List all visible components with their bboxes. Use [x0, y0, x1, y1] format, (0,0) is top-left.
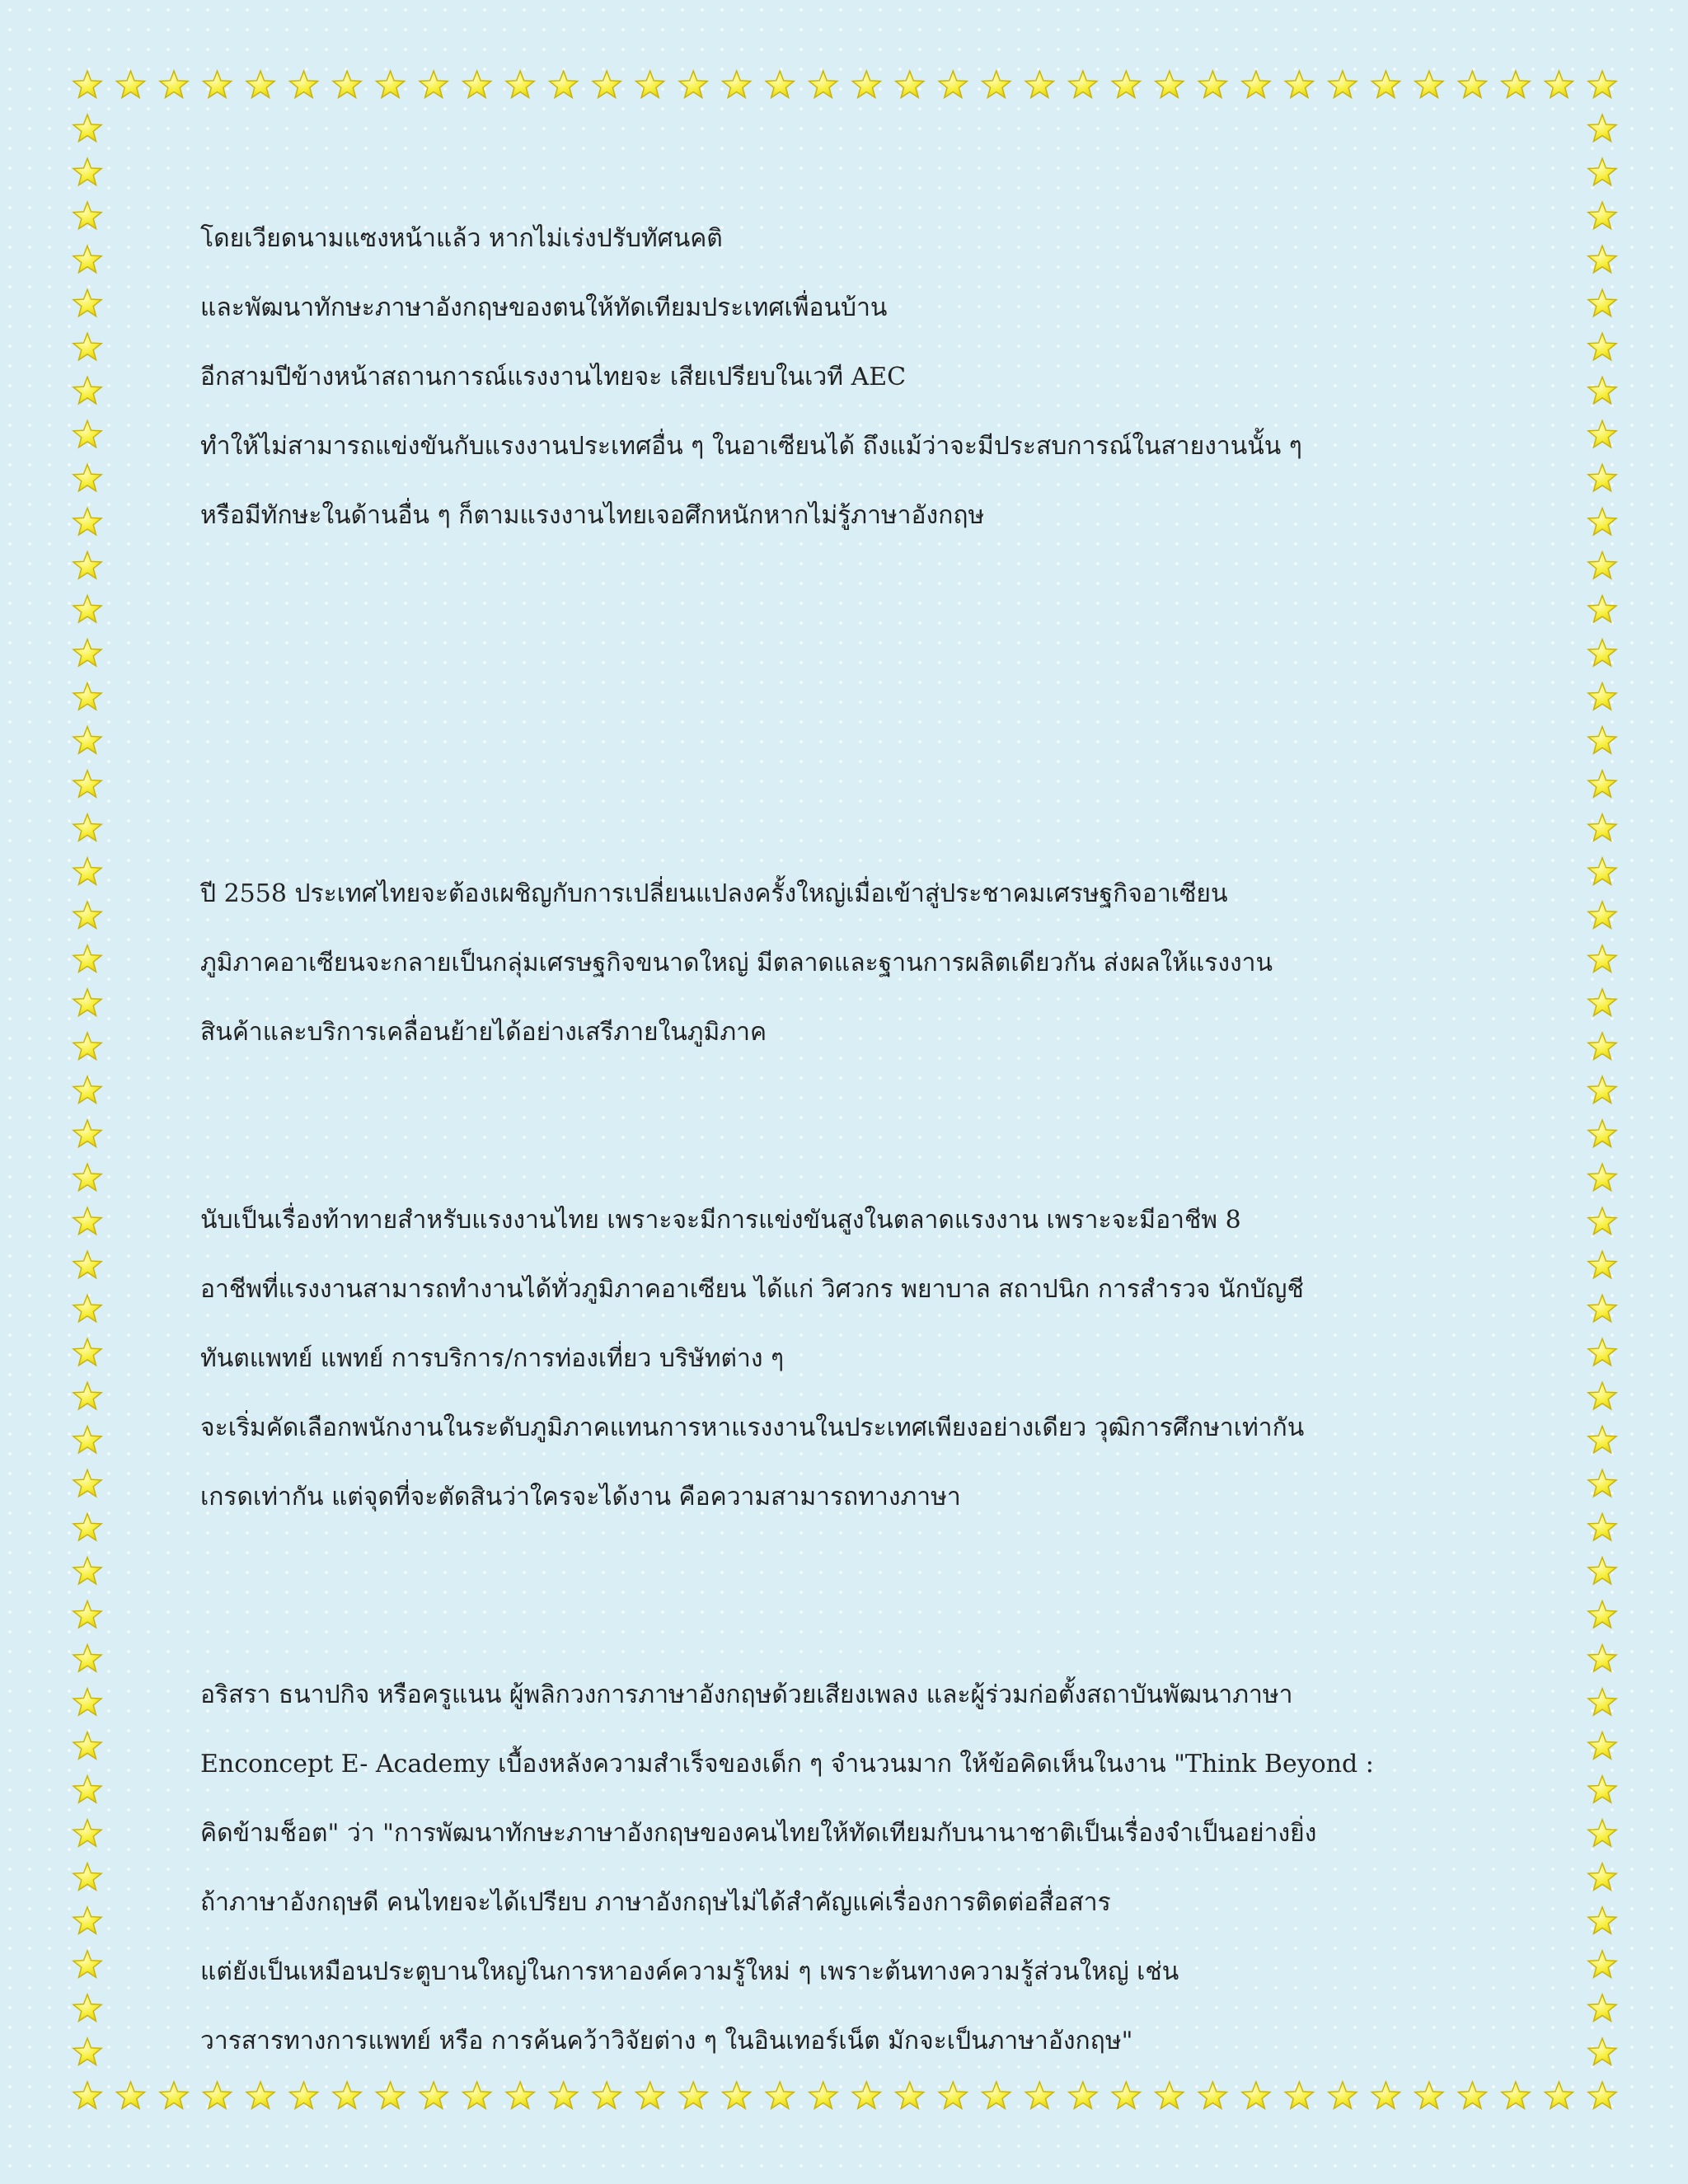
star-icon — [1588, 420, 1616, 448]
star-icon — [1588, 1776, 1616, 1803]
star-icon — [506, 71, 534, 98]
star-icon — [73, 420, 101, 448]
star-icon — [1588, 1295, 1616, 1322]
star-icon — [1588, 814, 1616, 841]
star-icon — [463, 2082, 491, 2109]
star-icon — [73, 1951, 101, 1978]
text-line: อาชีพที่แรงงานสามารถทำงานได้ทั่วภูมิภาคอาเซียน ได้แก่ วิศวกร พยาบาล สถาปนิก การสำรวจ นักบัญชี — [200, 1275, 1304, 1304]
star-icon — [73, 1557, 101, 1584]
star-icon — [1588, 377, 1616, 404]
star-icon — [982, 71, 1010, 98]
star-icon — [766, 71, 794, 98]
text-line: แต่ยังเป็นเหมือนประตูบานใหญ่ในการหาองค์ความรู้ใหม่ ๆ เพราะต้นทางความรู้ส่วนใหญ่ เช่น — [200, 1957, 1179, 1986]
paragraph-1 — [200, 204, 1302, 551]
star-icon — [896, 71, 924, 98]
star-icon — [1025, 71, 1053, 98]
star-icon — [160, 2082, 188, 2109]
star-icon — [1588, 1645, 1616, 1672]
text-line: วารสารทางการแพทย์ หรือ การค้นคว้าวิจัยต่าง ๆ ในอินเทอร์เน็ต มักจะเป็นภาษาอังกฤษ" — [200, 2027, 1133, 2055]
star-icon — [73, 1469, 101, 1497]
star-icon — [723, 2082, 751, 2109]
paragraph-3 — [200, 1186, 1304, 1532]
star-icon — [73, 2038, 101, 2065]
star-icon — [289, 71, 317, 98]
star-icon — [1588, 771, 1616, 798]
star-icon — [420, 2082, 448, 2109]
star-icon — [246, 2082, 274, 2109]
star-icon — [73, 1513, 101, 1540]
star-icon — [73, 1907, 101, 1934]
star-icon — [73, 1338, 101, 1366]
star-icon — [852, 71, 880, 98]
star-icon — [1588, 1076, 1616, 1104]
star-icon — [1588, 902, 1616, 929]
star-icon — [1588, 1863, 1616, 1891]
star-icon — [73, 202, 101, 229]
text-line: ปี 2558 ประเทศไทยจะต้องเผชิญกับการเปลี่ยนแปลงครั้งใหญ่เมื่อเข้าสู่ประชาคมเศรษฐกิจอาเซียน — [200, 879, 1228, 908]
star-icon — [593, 71, 621, 98]
star-icon — [73, 1207, 101, 1235]
star-icon — [73, 333, 101, 360]
star-icon — [73, 1863, 101, 1891]
star-icon — [593, 2082, 621, 2109]
star-icon — [73, 1382, 101, 1409]
star-icon — [1458, 2082, 1486, 2109]
star-icon — [73, 1732, 101, 1760]
star-icon — [1588, 1907, 1616, 1934]
star-icon — [1588, 464, 1616, 491]
star-icon — [766, 2082, 794, 2109]
star-icon — [73, 1820, 101, 1847]
star-icon — [289, 2082, 317, 2109]
star-icon — [1069, 2082, 1097, 2109]
star-icon — [73, 158, 101, 185]
star-icon — [1588, 1820, 1616, 1847]
text-line: และพัฒนาทักษะภาษาอังกฤษของตนให้ทัดเทียมประเทศเพื่อนบ้าน — [200, 293, 888, 322]
star-icon — [982, 2082, 1010, 2109]
star-icon — [1285, 2082, 1313, 2109]
star-icon — [73, 246, 101, 273]
star-icon — [160, 71, 188, 98]
star-icon — [1198, 71, 1226, 98]
star-icon — [73, 902, 101, 929]
star-icon — [550, 71, 578, 98]
star-icon — [809, 71, 837, 98]
star-icon — [73, 71, 101, 98]
star-icon — [1588, 1994, 1616, 2022]
text-line: ภูมิภาคอาเซียนจะกลายเป็นกลุ่มเศรษฐกิจขนาดใหญ่ มีตลาดและฐานการผลิตเดียวกัน ส่งผลให้แรงงาน — [200, 949, 1273, 977]
star-icon — [463, 71, 491, 98]
star-icon — [1112, 2082, 1140, 2109]
paragraph-4 — [200, 1661, 1374, 2076]
text-line: โดยเวียดนามแซงหน้าแล้ว หากไม่เร่งปรับทัศนคติ — [200, 224, 723, 253]
star-icon — [333, 2082, 361, 2109]
text-line: Enconcept E- Academy เบื้องหลังความสำเร็จของเด็ก ๆ จำนวนมาก ให้ข้อคิดเห็นในงาน "Think Beyond : — [200, 1750, 1374, 1779]
star-icon — [73, 1426, 101, 1453]
star-icon — [1372, 71, 1400, 98]
star-icon — [73, 858, 101, 885]
star-icon — [376, 2082, 404, 2109]
star-icon — [1588, 202, 1616, 229]
star-icon — [73, 1076, 101, 1104]
text-line: อริสรา ธนาปกิจ หรือครูแนน ผู้พลิกวงการภาษาอังกฤษด้วยเสียงเพลง และผู้ร่วมก่อตั้งสถาบันพัฒนาภาษา — [200, 1680, 1293, 1709]
star-icon — [1545, 71, 1573, 98]
star-icon — [246, 71, 274, 98]
star-icon — [1112, 71, 1140, 98]
text-line: คิดข้ามช็อต" ว่า "การพัฒนาทักษะภาษาอังกฤษของคนไทยให้ทัดเทียมกับนานาชาติเป็นเรื่องจำเป็นอย่างยิ่ง — [200, 1819, 1317, 1848]
star-icon — [636, 2082, 664, 2109]
star-icon — [1588, 1426, 1616, 1453]
star-icon — [73, 2082, 101, 2109]
text-line: จะเริ่มคัดเลือกพนักงานในระดับภูมิภาคแทนการหาแรงงานในประเทศเพียงอย่างเดียว วุฒิการศึกษาเท่ากัน — [200, 1413, 1305, 1442]
star-icon — [73, 727, 101, 754]
star-icon — [73, 640, 101, 667]
text-line: สินค้าและบริการเคลื่อนย้ายได้อย่างเสรีภายในภูมิภาค — [200, 1018, 767, 1047]
star-icon — [1588, 333, 1616, 360]
star-icon — [73, 771, 101, 798]
star-icon — [1588, 1951, 1616, 1978]
star-icon — [1588, 1251, 1616, 1278]
star-icon — [1415, 2082, 1443, 2109]
star-icon — [1588, 1689, 1616, 1716]
star-icon — [116, 2082, 144, 2109]
star-icon — [1588, 1120, 1616, 1147]
star-icon — [73, 289, 101, 316]
text-line: เกรดเท่ากัน แต่จุดที่จะตัดสินว่าใครจะได้งาน คือความสามารถทางภาษา — [200, 1483, 961, 1511]
star-icon — [1069, 71, 1097, 98]
star-icon — [1588, 683, 1616, 710]
star-icon — [73, 1645, 101, 1672]
star-icon — [1588, 858, 1616, 885]
star-icon — [1588, 1601, 1616, 1629]
star-icon — [1415, 71, 1443, 98]
star-icon — [1198, 2082, 1226, 2109]
star-icon — [636, 71, 664, 98]
star-icon — [1329, 71, 1357, 98]
text-line: ถ้าภาษาอังกฤษดี คนไทยจะได้เปรียบ ภาษาอังกฤษไม่ได้สำคัญแค่เรื่องการติดต่อสื่อสาร — [200, 1888, 1111, 1917]
star-icon — [73, 551, 101, 579]
star-icon — [1458, 71, 1486, 98]
star-icon — [1588, 289, 1616, 316]
paragraph-2 — [200, 860, 1273, 1067]
star-icon — [1588, 1033, 1616, 1060]
star-icon — [203, 2082, 231, 2109]
star-icon — [73, 1120, 101, 1147]
text-line: นับเป็นเรื่องท้าทายสำหรับแรงงานไทย เพราะจะมีการแข่งขันสูงในตลาดแรงงาน เพราะจะมีอาชีพ 8 — [200, 1206, 1241, 1235]
star-icon — [1588, 989, 1616, 1016]
star-icon — [1588, 1164, 1616, 1191]
text-line: หรือมีทักษะในด้านอื่น ๆ ก็ตามแรงงานไทยเจอศึกหนักหากไม่รู้ภาษาอังกฤษ — [200, 501, 985, 530]
star-icon — [550, 2082, 578, 2109]
star-icon — [73, 596, 101, 623]
star-icon — [73, 814, 101, 841]
star-icon — [1588, 115, 1616, 142]
star-icon — [1588, 1469, 1616, 1497]
star-icon — [1545, 2082, 1573, 2109]
star-icon — [506, 2082, 534, 2109]
star-icon — [1025, 2082, 1053, 2109]
star-icon — [73, 945, 101, 972]
star-icon — [1285, 71, 1313, 98]
star-icon — [1588, 551, 1616, 579]
star-icon — [1588, 1557, 1616, 1584]
star-icon — [333, 71, 361, 98]
star-icon — [723, 71, 751, 98]
star-icon — [1372, 2082, 1400, 2109]
star-icon — [1588, 1732, 1616, 1760]
star-icon — [896, 2082, 924, 2109]
star-icon — [1588, 945, 1616, 972]
star-icon — [1588, 1207, 1616, 1235]
star-icon — [939, 2082, 967, 2109]
star-icon — [73, 989, 101, 1016]
star-icon — [1588, 1338, 1616, 1366]
star-icon — [73, 683, 101, 710]
star-icon — [1502, 2082, 1530, 2109]
star-icon — [1588, 158, 1616, 185]
star-icon — [1588, 246, 1616, 273]
star-icon — [1588, 1513, 1616, 1540]
star-icon — [420, 71, 448, 98]
star-icon — [73, 464, 101, 491]
star-icon — [1588, 508, 1616, 535]
star-icon — [1329, 2082, 1357, 2109]
star-icon — [73, 1994, 101, 2022]
star-icon — [1156, 71, 1184, 98]
star-icon — [1588, 640, 1616, 667]
star-icon — [73, 1689, 101, 1716]
star-icon — [73, 1251, 101, 1278]
star-icon — [376, 71, 404, 98]
star-icon — [939, 71, 967, 98]
star-icon — [1588, 596, 1616, 623]
star-icon — [73, 1295, 101, 1322]
star-icon — [679, 2082, 707, 2109]
star-icon — [1588, 2038, 1616, 2065]
star-icon — [1588, 1382, 1616, 1409]
star-icon — [73, 1776, 101, 1803]
star-icon — [73, 377, 101, 404]
text-line: ทำให้ไม่สามารถแข่งขันกับแรงงานประเทศอื่น ๆ ในอาเซียนได้ ถึงแม้ว่าจะมีประสบการณ์ในสายงานนั้น ๆ — [200, 432, 1302, 461]
star-icon — [852, 2082, 880, 2109]
star-icon — [1242, 2082, 1270, 2109]
star-icon — [1588, 727, 1616, 754]
star-icon — [679, 71, 707, 98]
star-icon — [73, 115, 101, 142]
star-icon — [203, 71, 231, 98]
text-line: อีกสามปีข้างหน้าสถานการณ์แรงงานไทยจะ เสียเปรียบในเวที AEC — [200, 363, 907, 391]
star-icon — [1502, 71, 1530, 98]
text-line: ทันตแพทย์ แพทย์ การบริการ/การท่องเที่ยว บริษัทต่าง ๆ — [200, 1344, 785, 1373]
star-icon — [73, 1033, 101, 1060]
star-icon — [1588, 71, 1616, 98]
star-icon — [73, 1601, 101, 1629]
star-icon — [116, 71, 144, 98]
star-icon — [1242, 71, 1270, 98]
star-icon — [1156, 2082, 1184, 2109]
star-icon — [1588, 2082, 1616, 2109]
star-icon — [73, 1164, 101, 1191]
star-icon — [73, 508, 101, 535]
star-icon — [809, 2082, 837, 2109]
